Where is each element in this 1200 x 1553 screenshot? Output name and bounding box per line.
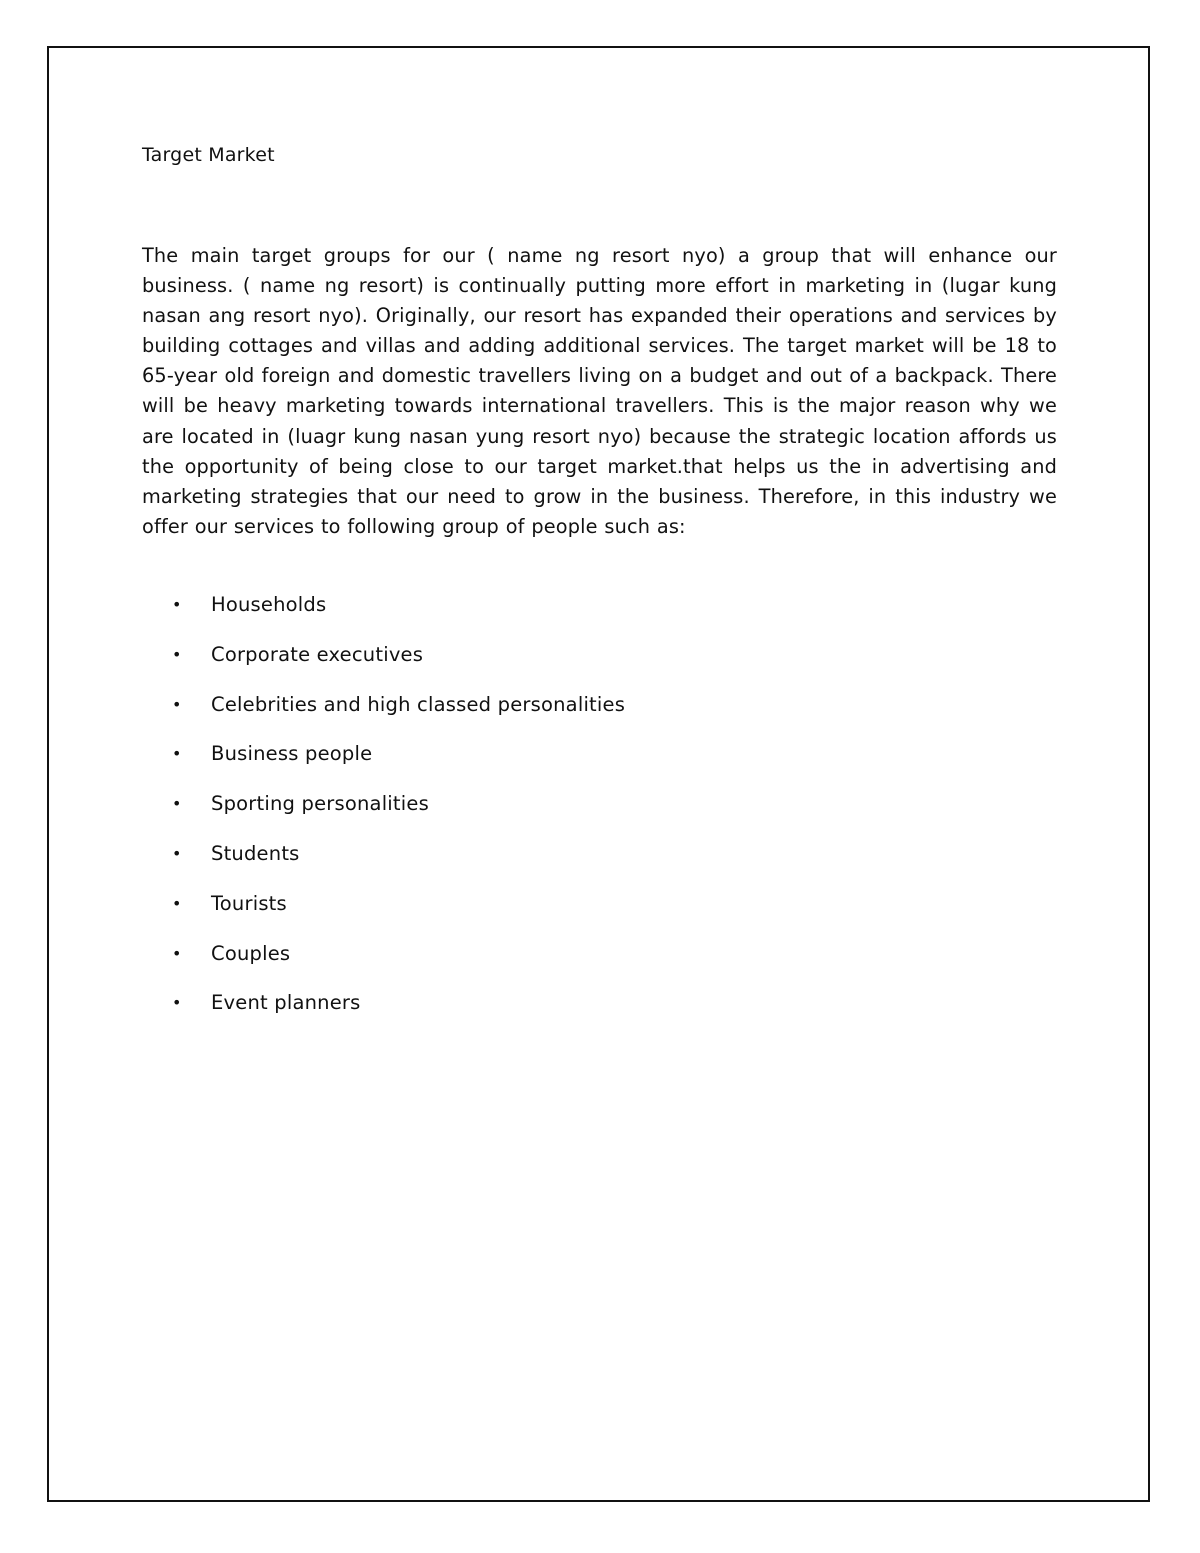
bullet-icon: • [172, 744, 182, 764]
list-item-label: Tourists [211, 891, 287, 915]
list-item-label: Event planners [211, 991, 361, 1015]
list-item-label: Students [211, 841, 300, 865]
list-item-label: Households [211, 593, 327, 616]
bullet-icon: • [172, 893, 182, 913]
list-item-label: Sporting personalities [211, 792, 429, 816]
list-item-label: Business people [211, 742, 373, 766]
bullet-icon: • [172, 595, 182, 614]
intro-paragraph: The main target groups for our ( name ng resort nyo) a group that will enhance our business. ( name ng resort) is continually putting more effort in marketing in (lugar kung nasan ang resort nyo). Originally, our resort has expanded their operations and services by building cottages and villas and adding additional services. The target market will be 18 to 65-year old foreign and domestic travellers living on a budget and out of a backpack. There will be heavy marketing towards international travellers. This is the major reason why we are located in (luagr kung nasan yung resort nyo) because the strategic location affords us the opportunity of being close to our target market.that helps us the in advertising and marketing strategies that our need to grow in the business. Therefore, in this industry we offer our services to following group of people such as: [142, 244, 1057, 538]
document-title: Target Market [142, 144, 275, 166]
list-item-label: Celebrities and high classed personalities [211, 692, 626, 716]
bullet-icon: • [172, 993, 182, 1013]
bullet-icon: • [172, 694, 182, 714]
bullet-icon: • [172, 794, 182, 814]
list-item-label: Corporate executives [211, 642, 424, 666]
bullet-icon: • [172, 644, 182, 664]
bullet-icon: • [172, 943, 182, 963]
list-item-label: Couples [211, 941, 291, 965]
bullet-icon: • [172, 843, 182, 863]
